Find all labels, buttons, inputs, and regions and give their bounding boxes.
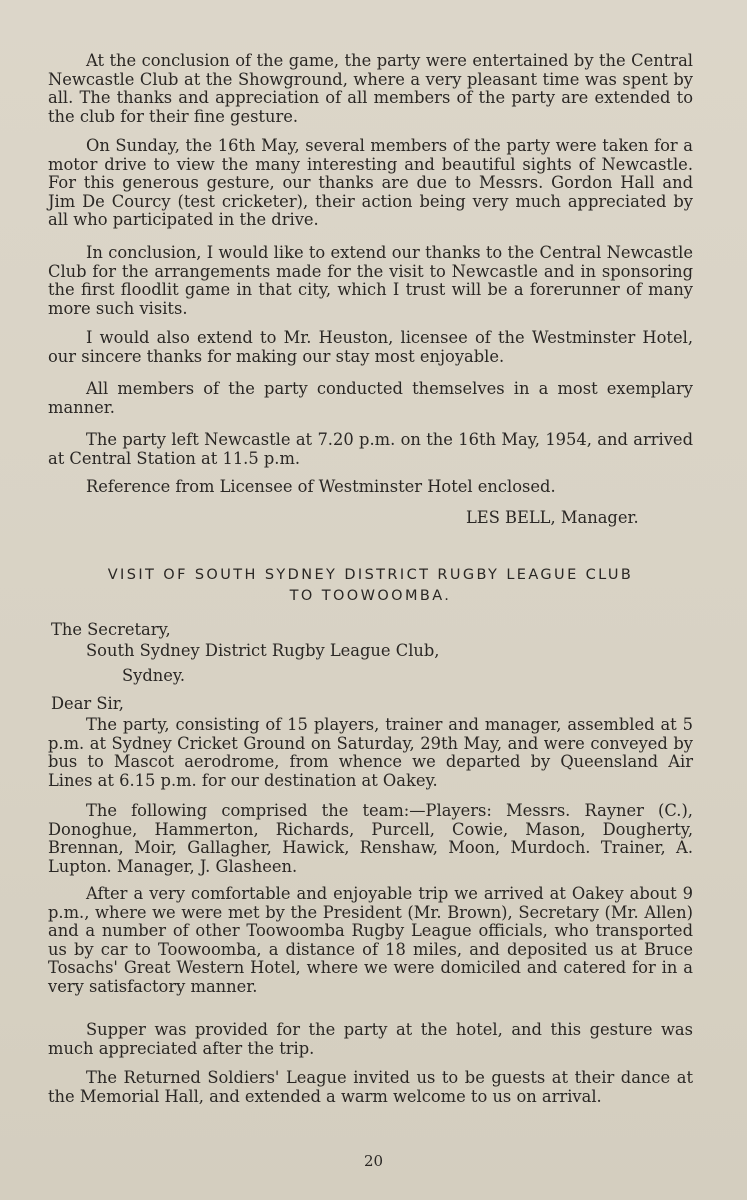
paragraph-conduct: All members of the party conducted themselves in a most exemplary manner. — [48, 379, 693, 417]
paragraph-westminster-hotel: I would also extend to Mr. Heuston, licensee of the Westminster Hotel, our sincere thanks for making our stay most enjoyable. — [48, 328, 693, 366]
address-line-2: South Sydney District Rugby League Club, — [86, 641, 440, 660]
page-number: 20 — [363, 1152, 384, 1170]
reference-note: Reference from Licensee of Westminster Hotel enclosed. — [86, 477, 556, 496]
paragraph-showground: At the conclusion of the game, the party were entertained by the Central Newcastle Club at the Showground, where a very pleasant time was spent by all. The thanks and appreciation of all members of the party are extended to the club for their fine gesture. — [48, 51, 693, 126]
paragraph-conclusion: In conclusion, I would like to extend our thanks to the Central Newcastle Club for the arrangements made for the visit to Newcastle and in sponsoring the first floodlit game in that city, which I trust will be a forerunner of many more such visits. — [48, 243, 693, 318]
manager-signature: LES BELL, Manager. — [466, 508, 639, 527]
paragraph-assembly: The party, consisting of 15 players, trainer and manager, assembled at 5 p.m. at Sydney Cricket Ground on Saturday, 29th May, and were conveyed by bus to Mascot aerodrome, from whence we departed by Queensland Air Lines at 6.15 p.m. for our destination at Oakey. — [48, 715, 693, 790]
heading-line-2: TO TOOWOOMBA. — [289, 588, 452, 604]
address-line-3: Sydney. — [122, 666, 186, 685]
paragraph-motor-drive: On Sunday, the 16th May, several members of the party were taken for a motor drive to view the many interesting and beautiful sights of Newcastle. For this generous gesture, our thanks are due to Messrs. Gordon Hall and Jim De Courcy (test cricketer), their action being very much appreciated by all who participated in the drive. — [48, 136, 693, 230]
salutation: Dear Sir, — [51, 694, 124, 713]
paragraph-arrival: After a very comfortable and enjoyable trip we arrived at Oakey about 9 p.m., where we were met by the President (Mr. Brown), Secretary (Mr. Allen) and a number of other Toowoomba Rugby League officials, who transported us by car to Toowoomba, a distance of 18 miles, and deposited us at Bruce Tosachs' Great Western Hotel, where we were domiciled and catered for in a very satisfactory manner. — [48, 884, 693, 996]
paragraph-team-list: The following comprised the team:—Players: Messrs. Rayner (C.), Donoghue, Hammerton, Richards, Purcell, Cowie, Mason, Dougherty, Brennan, Moir, Gallagher, Hawick, Renshaw, Moon, Murdoch. Trainer, A. Lupton. Manager, J. Glasheen. — [48, 801, 693, 876]
paragraph-supper: Supper was provided for the party at the hotel, and this gesture was much appreciated after the trip. — [48, 1020, 693, 1058]
address-line-1: The Secretary, — [51, 620, 171, 639]
section-heading — [48, 565, 693, 607]
paragraph-rsl-dance: The Returned Soldiers' League invited us to be guests at their dance at the Memorial Hall, and extended a warm welcome to us on arrival. — [48, 1068, 693, 1106]
heading-line-1: VISIT OF SOUTH SYDNEY DISTRICT RUGBY LEAGUE CLUB — [107, 567, 634, 583]
paragraph-departure: The party left Newcastle at 7.20 p.m. on the 16th May, 1954, and arrived at Central Station at 11.5 p.m. — [48, 430, 693, 468]
